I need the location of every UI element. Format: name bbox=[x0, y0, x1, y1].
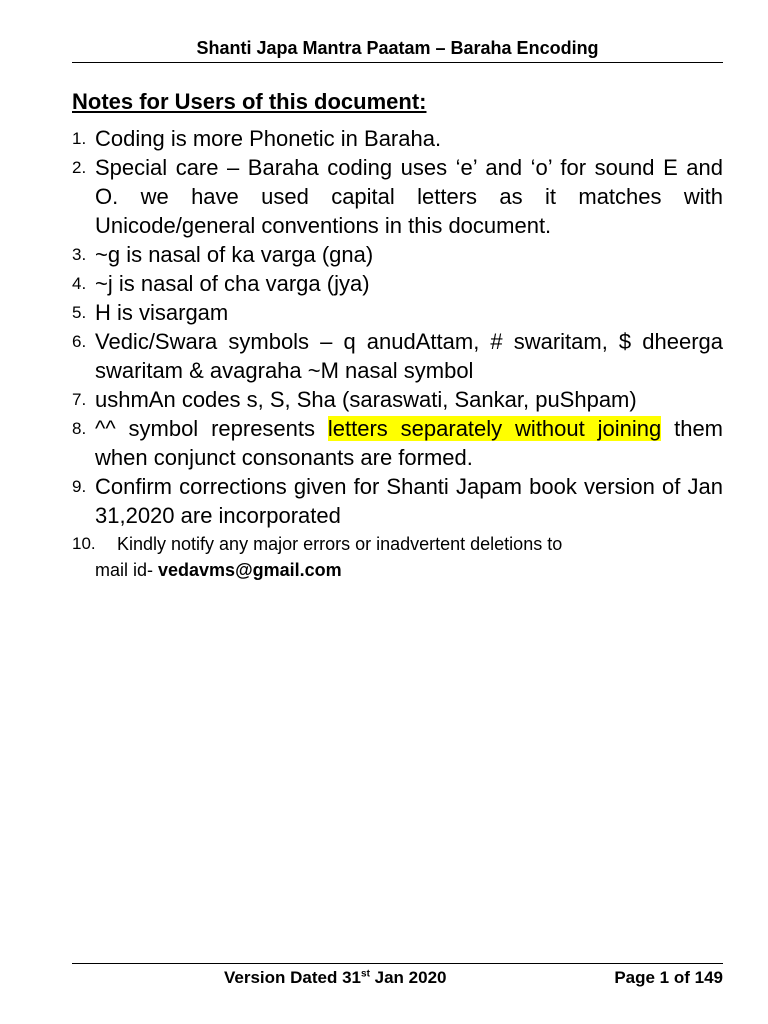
note-text: ~j is nasal of cha varga (jya) bbox=[95, 271, 370, 296]
highlighted-text: letters separately without joining bbox=[327, 416, 662, 441]
note-number: 7. bbox=[72, 390, 87, 409]
note-item bbox=[72, 240, 723, 269]
note-number: 6. bbox=[72, 332, 87, 351]
note-text: ~g is nasal of ka varga (gna) bbox=[95, 242, 374, 267]
note-text: Kindly notify any major errors or inadvertent deletions to bbox=[117, 534, 563, 554]
note-number: 9. bbox=[72, 477, 87, 496]
note-item bbox=[72, 298, 723, 327]
page-header: Shanti Japa Mantra Paatam – Baraha Encoding bbox=[72, 34, 723, 63]
note-number: 3. bbox=[72, 245, 87, 264]
note-text: them when conjunct consonants are formed. bbox=[95, 416, 724, 470]
note-text: ^^ symbol represents bbox=[95, 416, 328, 441]
note-number: 2. bbox=[72, 158, 87, 177]
email-address: vedavms@gmail.com bbox=[158, 560, 342, 580]
note-item bbox=[72, 153, 723, 240]
note-item bbox=[72, 327, 723, 385]
notes-list bbox=[72, 124, 723, 583]
note-text: mail id- bbox=[95, 560, 159, 580]
note-text: Coding is more Phonetic in Baraha. bbox=[95, 126, 442, 151]
note-text: ushmAn codes s, S, Sha (saraswati, Sankar, puShpam) bbox=[95, 387, 637, 412]
note-item bbox=[72, 414, 723, 472]
note-text: Confirm corrections given for Shanti Japam book version of Jan 31,2020 are incorporated bbox=[95, 474, 723, 528]
note-text: Special care – Baraha coding uses ‘e’ and ‘o’ for sound E and O. we have used capital letters as it matches with Unicode/general conventions in this document. bbox=[95, 155, 723, 238]
version-date bbox=[224, 968, 446, 988]
note-number: 5. bbox=[72, 303, 87, 322]
note-number: 10. bbox=[72, 534, 96, 553]
note-item bbox=[72, 385, 723, 414]
version-sup: st bbox=[361, 968, 370, 980]
note-item bbox=[72, 124, 723, 153]
version-prefix: Version Dated 31 bbox=[224, 968, 362, 987]
note-number: 8. bbox=[72, 419, 87, 438]
page-footer bbox=[72, 963, 723, 994]
page-number: Page 1 of 149 bbox=[614, 968, 723, 987]
note-item bbox=[72, 269, 723, 298]
note-item bbox=[72, 472, 723, 530]
note-number: 4. bbox=[72, 274, 87, 293]
note-text: H is visargam bbox=[95, 300, 229, 325]
note-number: 1. bbox=[72, 129, 87, 148]
notes-title: Notes for Users of this document: bbox=[72, 89, 427, 114]
note-text: Vedic/Swara symbols – q anudAttam, # swaritam, $ dheerga swaritam & avagraha ~M nasal symbol bbox=[95, 329, 723, 383]
version-suffix: Jan 2020 bbox=[369, 968, 447, 987]
note-item bbox=[72, 531, 723, 583]
